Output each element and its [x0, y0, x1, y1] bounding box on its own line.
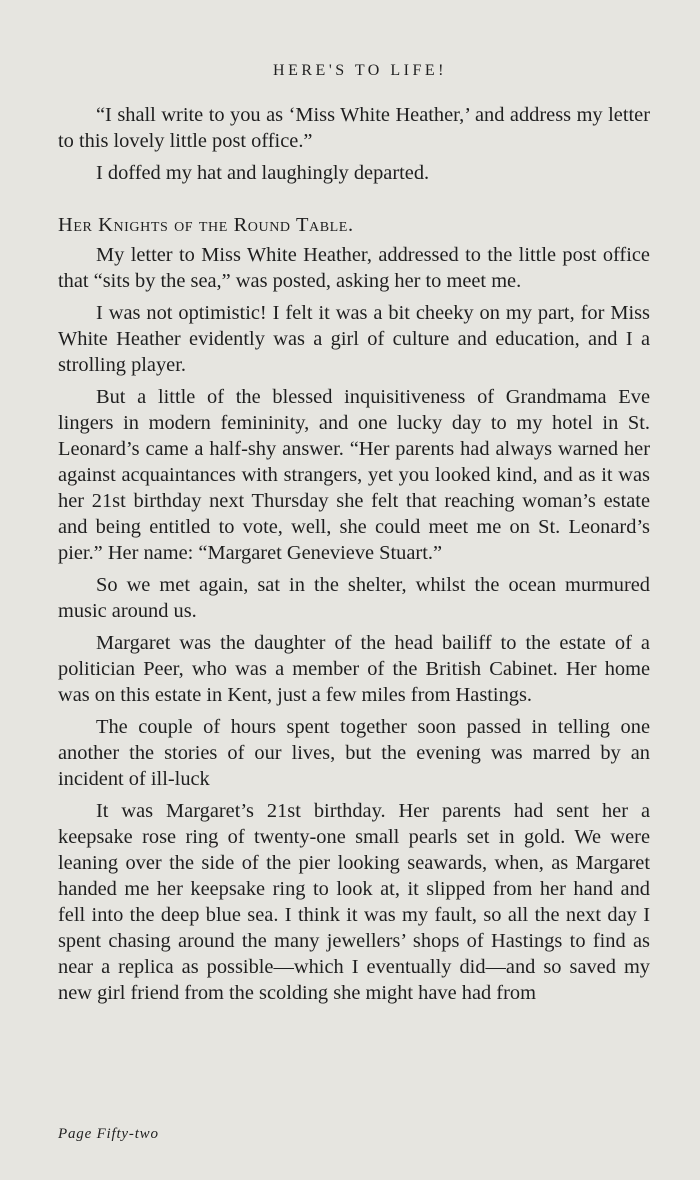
paragraph: “I shall write to you as ‘Miss White Heather,’ and address my letter to this lovely little post office.”	[58, 104, 650, 152]
paragraph: So we met again, sat in the shelter, whilst the ocean murmured music around us.	[58, 574, 650, 622]
paragraph: But a little of the blessed inquisitiveness of Grandmama Eve lingers in modern femininity, and one lucky day to my hotel in St. Leonard’s came a half-shy answer. “Her parents had always warned her against acquaintances with strangers, yet you looked kind, and as it was her 21st birthday next Thursday she felt that reaching woman’s estate and being entitled to vote, well, she could meet me on St. Leonard’s pier.” Her name: “Margaret Genevieve Stuart.”	[58, 386, 650, 564]
running-head: HERE'S TO LIFE!	[273, 62, 447, 79]
section-heading	[58, 212, 650, 238]
paragraph: The couple of hours spent together soon passed in telling one another the stories of our lives, but the evening was marred by an incident of ill-luck	[58, 716, 650, 790]
page-number: Page Fifty-two	[58, 1126, 159, 1142]
paragraph: Margaret was the daughter of the head bailiff to the estate of a politician Peer, who was a member of the British Cabinet. Her home was on this estate in Kent, just a few miles from Hastings.	[58, 632, 650, 706]
paragraph: It was Margaret’s 21st birthday. Her parents had sent her a keepsake rose ring of twenty-one small pearls set in gold. We were leaning over the side of the pier looking seawards, when, as Margaret handed me her keepsake ring to look at, it slipped from her hand and fell into the deep blue sea. I think it was my fault, so all the next day I spent chasing around the many jewellers’ shops of Hastings to find as near a replica as possible—which I eventually did—and so saved my new girl friend from the scolding she might have had from	[58, 800, 650, 1004]
paragraph: I doffed my hat and laughingly departed.	[96, 162, 430, 184]
body-text-after	[58, 242, 650, 1006]
body-text-before	[58, 102, 650, 186]
paragraph: My letter to Miss White Heather, addressed to the little post office that “sits by the sea,” was posted, asking her to meet me.	[58, 244, 650, 292]
section-heading-text: Her Knights of the Round Table.	[58, 214, 354, 236]
paragraph: I was not optimistic! I felt it was a bit cheeky on my part, for Miss White Heather evidently was a girl of culture and education, and I a strolling player.	[58, 302, 650, 376]
